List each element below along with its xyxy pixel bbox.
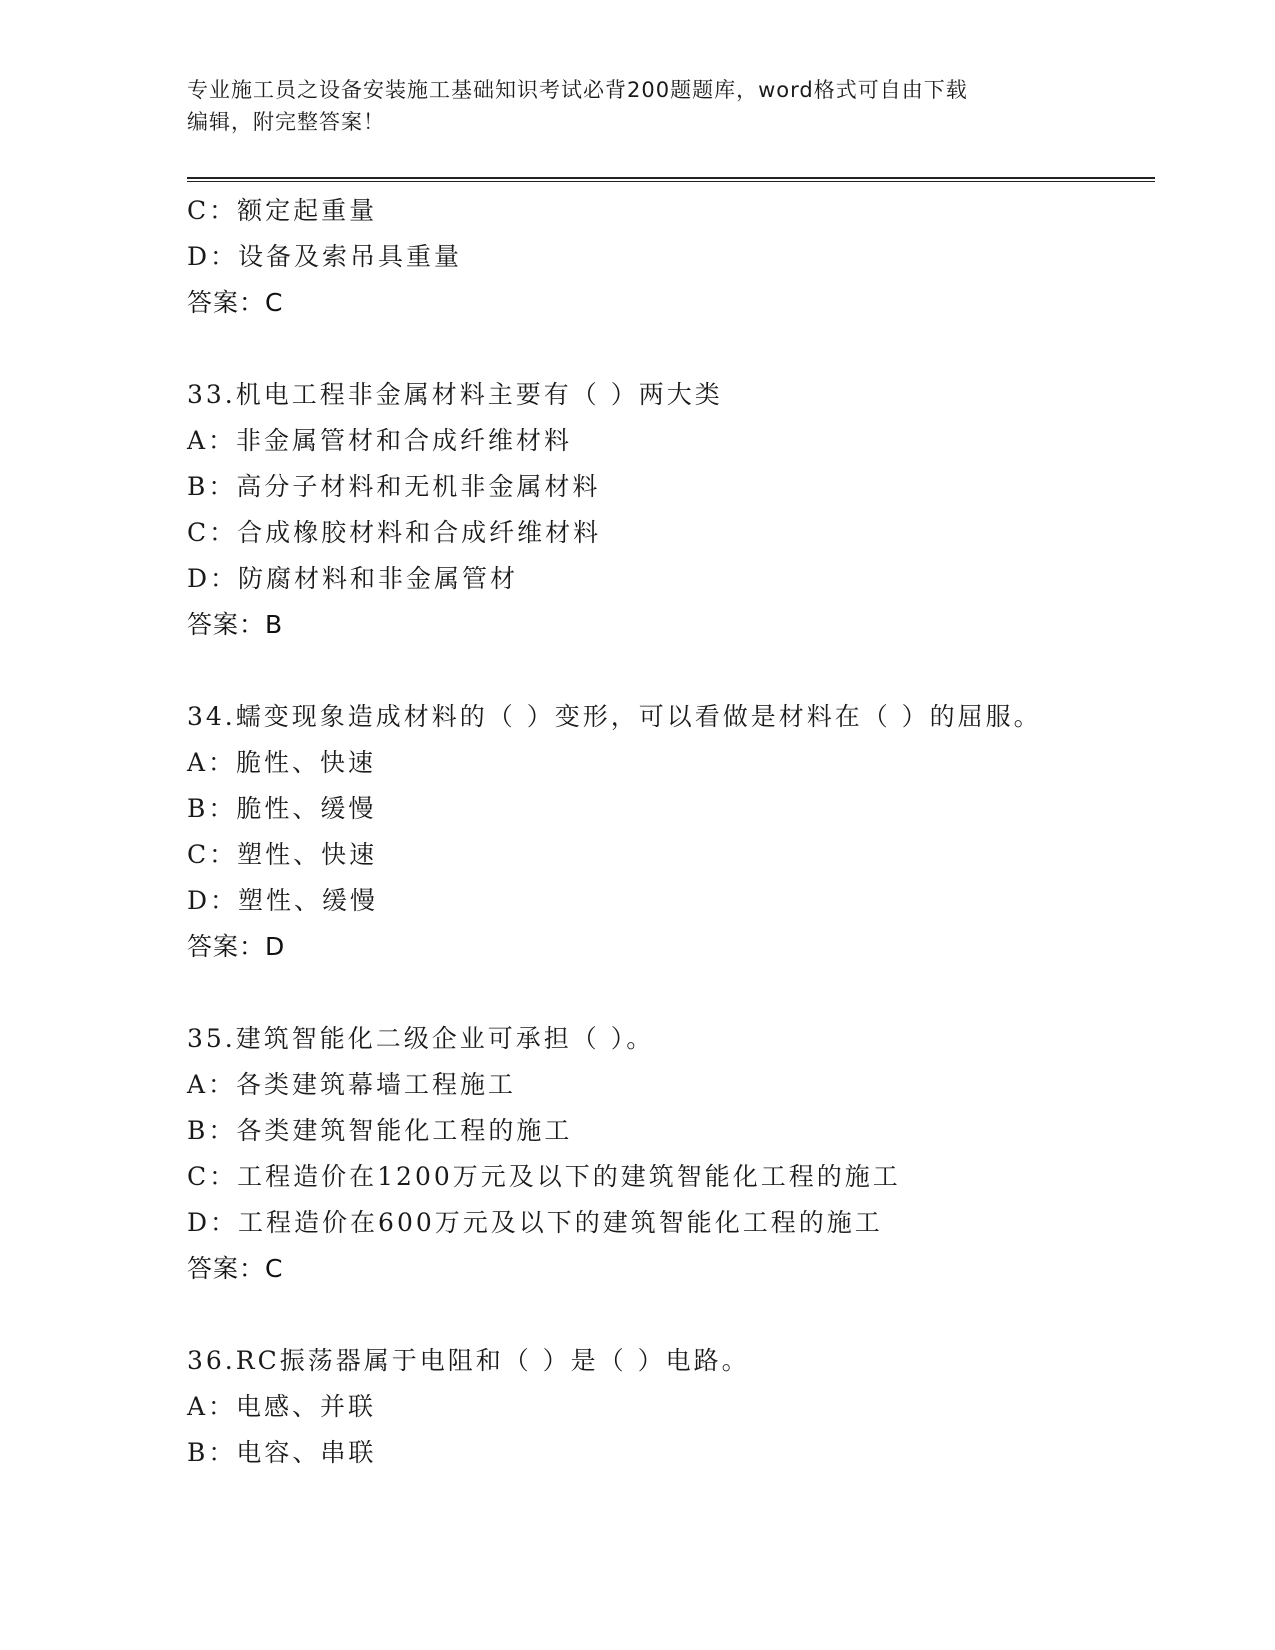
option-a: A：各类建筑幕墙工程施工 (187, 1070, 517, 1099)
question-stem: 33.机电工程非金属材料主要有（ ）两大类 (187, 380, 723, 409)
spacer (187, 1292, 1155, 1338)
question-stem: 34.蠕变现象造成材料的（ ）变形，可以看做是材料在（ ）的屈服。 (187, 702, 1042, 731)
page-header (187, 74, 1087, 138)
option-c: C：工程造价在1200万元及以下的建筑智能化工程的施工 (187, 1162, 901, 1191)
spacer (187, 326, 1155, 372)
question-34 (187, 694, 1155, 970)
answer-line: 答案：C (187, 1254, 284, 1283)
question-35 (187, 1016, 1155, 1292)
option-d: D：设备及索吊具重量 (187, 242, 463, 271)
question-36 (187, 1338, 1155, 1476)
option-b: B：各类建筑智能化工程的施工 (187, 1116, 573, 1145)
option-b: B：脆性、缓慢 (187, 794, 377, 823)
question-stem: 35.建筑智能化二级企业可承担（ ）。 (187, 1024, 655, 1053)
option-b: B：电容、串联 (187, 1438, 377, 1467)
option-b: B：高分子材料和无机非金属材料 (187, 472, 601, 501)
option-d: D：塑性、缓慢 (187, 886, 379, 915)
option-c: C：塑性、快速 (187, 840, 378, 869)
option-a: A：非金属管材和合成纤维材料 (187, 426, 573, 455)
spacer (187, 970, 1155, 1016)
header-title-line-2: 编辑，附完整答案！ (187, 110, 385, 134)
option-c: C：合成橡胶材料和合成纤维材料 (187, 518, 602, 547)
option-a: A：电感、并联 (187, 1392, 377, 1421)
header-title-line-1: 专业施工员之设备安装施工基础知识考试必背200题题库，word格式可自由下载 (187, 78, 968, 102)
option-c: C：额定起重量 (187, 196, 378, 225)
answer-line: 答案：D (187, 932, 286, 961)
question-33 (187, 372, 1155, 648)
question-list (187, 188, 1155, 1476)
option-d: D：防腐材料和非金属管材 (187, 564, 519, 593)
question-stem: 36.RC振荡器属于电阻和（ ）是（ ）电路。 (187, 1346, 750, 1375)
question-32-tail (187, 188, 1155, 326)
answer-line: 答案：B (187, 610, 284, 639)
spacer (187, 648, 1155, 694)
answer-line: 答案：C (187, 288, 284, 317)
header-divider (187, 177, 1155, 182)
option-d: D：工程造价在600万元及以下的建筑智能化工程的施工 (187, 1208, 883, 1237)
option-a: A：脆性、快速 (187, 748, 377, 777)
